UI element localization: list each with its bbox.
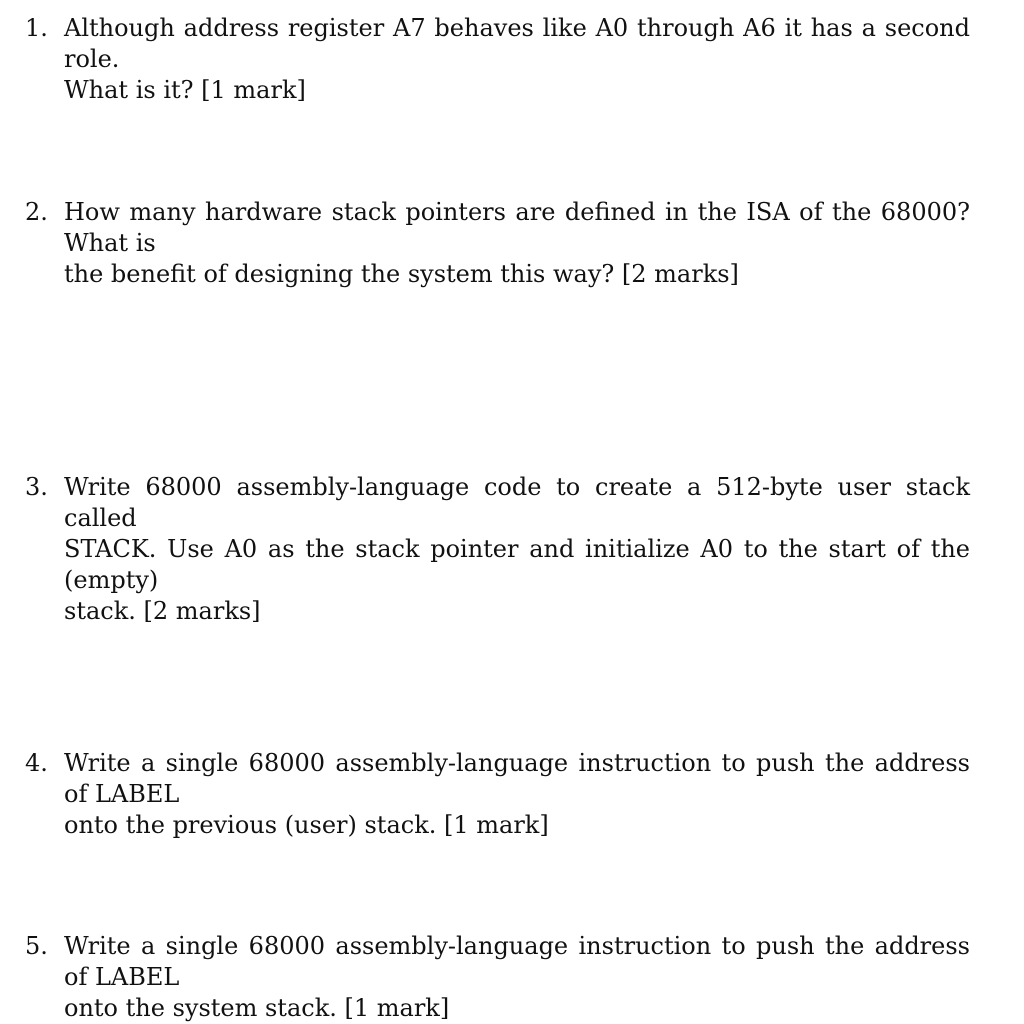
question-1-text: Although address register A7 behaves like A0 through A6 it has a second role. What is it? [1 mark]: [64, 14, 970, 104]
question-4: [25, 748, 970, 841]
question-2-number: 2.: [25, 198, 48, 226]
question-2-text: How many hardware stack pointers are defined in the ISA of the 68000? What is the benefit of designing the system this way? [2 marks]: [64, 198, 970, 288]
question-2: [25, 197, 970, 290]
question-4-text: Write a single 68000 assembly-language instruction to push the address of LABEL onto the previous (user) stack. [1 mark]: [64, 749, 970, 839]
question-5: [25, 931, 970, 1024]
question-3-number: 3.: [25, 473, 48, 501]
question-5-text: Write a single 68000 assembly-language instruction to push the address of LABEL onto the system stack. [1 mark]: [64, 932, 970, 1022]
question-1-number: 1.: [25, 14, 48, 42]
question-1: [25, 13, 970, 106]
question-4-number: 4.: [25, 749, 48, 777]
question-3-text: Write 68000 assembly-language code to create a 512-byte user stack called STACK. Use A0 as the stack pointer and initialize A0 to the start of the (empty) stack. [2 marks]: [64, 473, 970, 625]
question-3: [25, 472, 970, 627]
question-5-number: 5.: [25, 932, 48, 960]
